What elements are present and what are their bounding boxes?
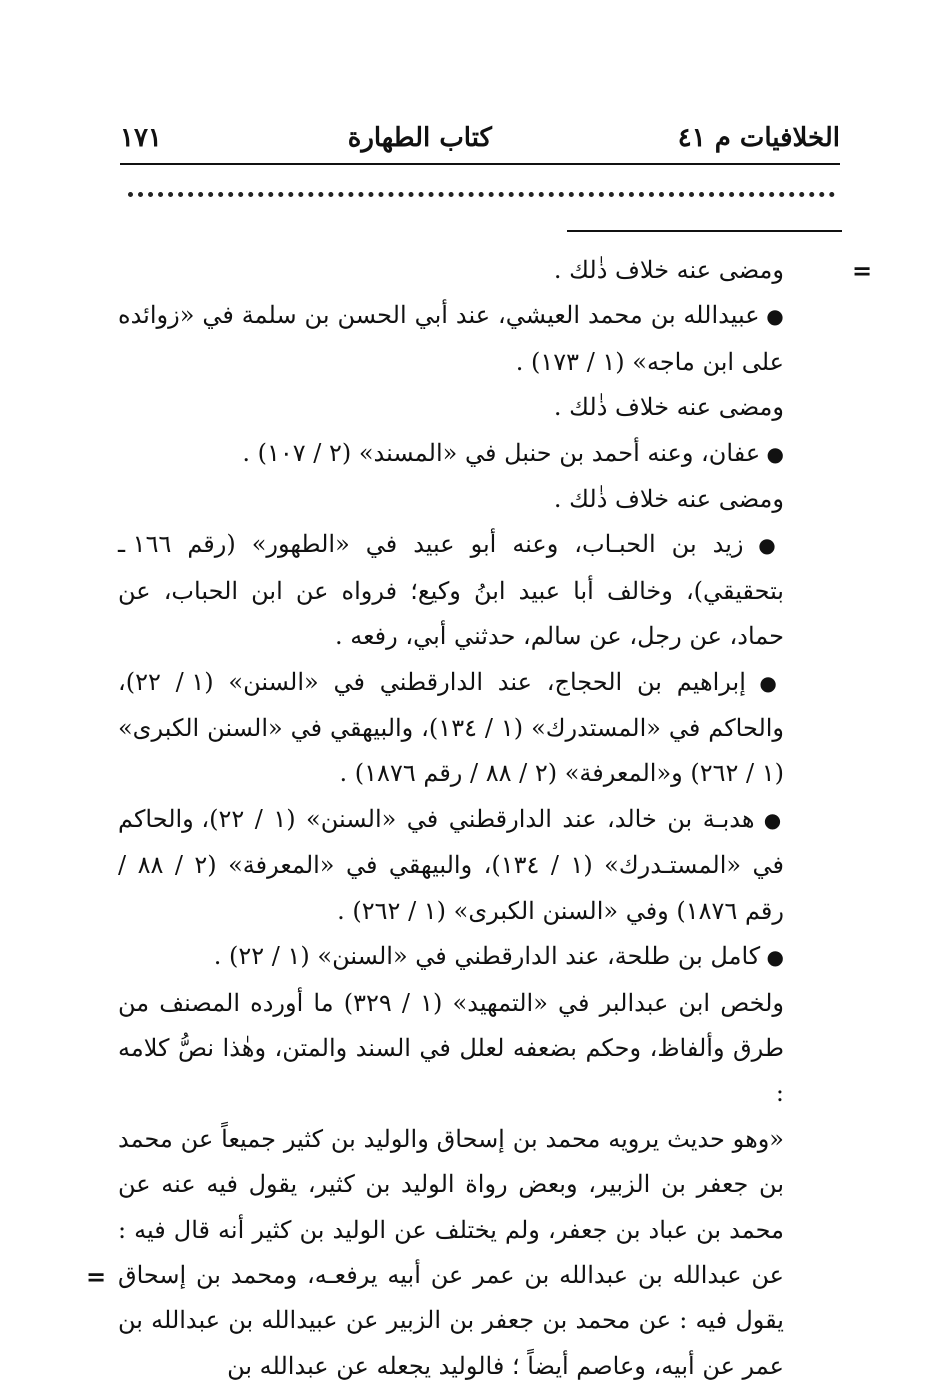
bullet-paragraph: ● إبراهيم بن الحجاج، عند الدارقطني في «السنن» (١ / ٢٢)، والحاكم في «المستدرك» (١ / ١٣٤)، والبيهقي في «السنن الكبرى» (١ / ٢٦٢) و«المعرفة» (٢ / ٨٨ / رقم ١٨٧٦) .	[118, 660, 840, 797]
paragraph: ومضى عنه خلاف ذٰلك .	[553, 485, 784, 514]
dotted-separator	[128, 192, 835, 197]
bullet-paragraph: ● هدبـة بن خالد، عند الدارقطني في «السنن» (١ / ٢٢)، والحاكم في «المستـدرك» (١ / ١٣٤)، والبيهقي في «المعرفة» (٢ / ٨٨ / رقم ١٨٧٦) وفي «السنن الكبرى» (١ / ٢٦٢) .	[118, 797, 840, 934]
bullet-paragraph: ● عفان، وعنه أحمد بن حنبل في «المسند» (٢ / ١٠٧) .	[118, 431, 840, 477]
page-header	[120, 118, 840, 158]
book-title: الخلافيات م ٤١	[677, 123, 840, 153]
paragraph: ومضى عنه خلاف ذٰلك .	[553, 256, 784, 284]
page-number: ١٧١	[120, 123, 162, 153]
bullet-paragraph: ● كامل بن طلحة، عند الدارقطني في «السنن» (١ / ٢٢) .	[118, 934, 840, 980]
continuation-mark-bottom: =	[86, 1262, 107, 1291]
paragraph: ومضى عنه خلاف ذٰلك .	[553, 393, 784, 422]
chapter-title: كتاب الطهارة	[347, 123, 492, 153]
paragraph: ولخص ابن عبدالبر في «التمهيد» (١ / ٣٢٩) ما أورده المصنف من طرق وألفاظ، وحكم بضعفه لعلل في السند والمتن، وهٰذا نصُّ كلامه :	[118, 988, 784, 1108]
header-rule	[120, 163, 840, 165]
paragraph: «وهو حديث يرويه محمد بن إسحاق والوليد بن كثير جميعاً عن محمد بن جعفر بن الزبير، وبعض رواة الوليد بن كثير، يقول فيه عنه عن محمد بن عباد بن جعفر، ولم يختلف عن الوليد بن كثير أنه قال فيه : عن عبدالله بن عبدالله بن عمر عن أبيه يرفعـه، ومحمد بن إسحاق يقول فيه : عن محمد بن جعفر بن الزبير عن عبيدالله بن عبدالله بن عمر عن أبيه، وعاصم أيضاً ؛ فالوليد يجعله عن عبدالله بن	[118, 1124, 784, 1380]
continuation-mark-top: =	[852, 256, 873, 285]
footnote-rule	[567, 230, 842, 232]
bullet-paragraph: ● زيد بن الحبـاب، وعنه أبو عبيد في «الطهور» (رقم ١٦٦ ـ بتحقيقي)، وخالف أبا عبيد ابنُ وكيع؛ فرواه عن ابن الحباب، عن حماد، عن رجل، عن سالم، حدثني أبي، رفعه .	[118, 522, 840, 659]
footnote-text	[118, 248, 840, 1389]
bullet-paragraph: ● عبيدالله بن محمد العيشي، عند أبي الحسن بن سلمة في «زوائده على ابن ماجه» (١ / ١٧٣) .	[118, 293, 840, 385]
